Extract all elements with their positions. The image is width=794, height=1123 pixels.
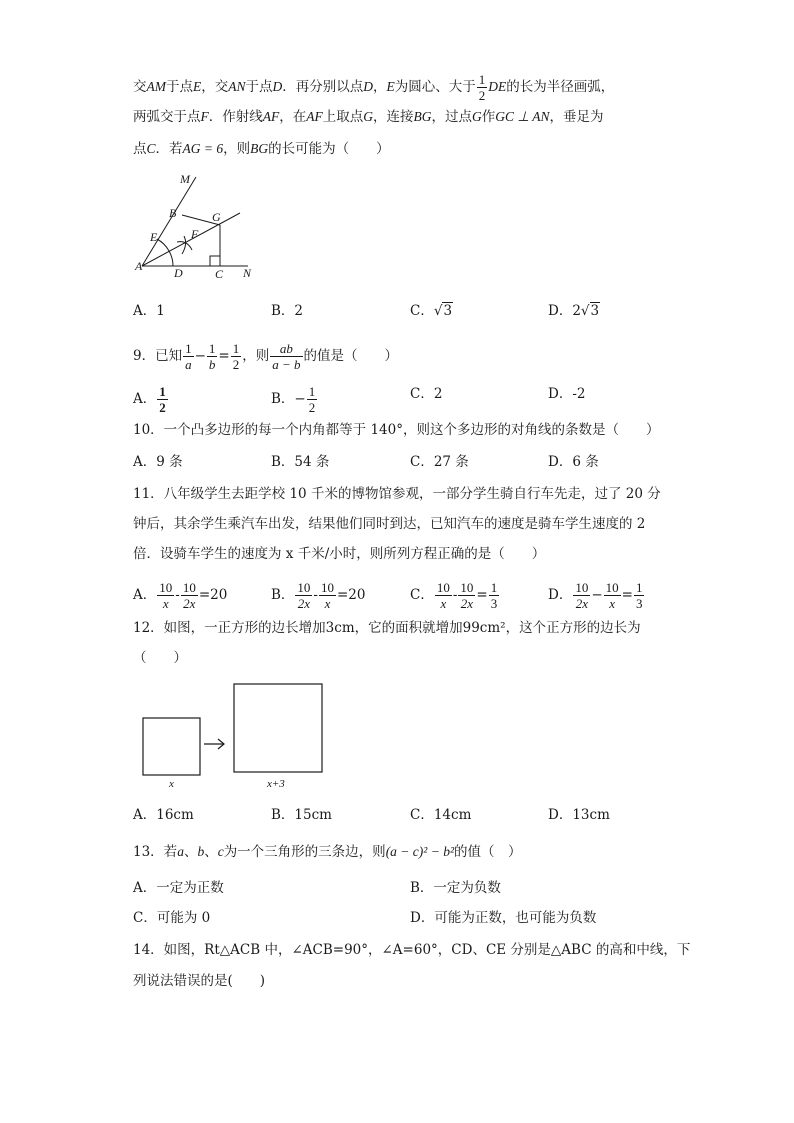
q11-stem-line2: 钟后，其余学生乘汽车出发，结果他们同时到达，已知汽车的速度是骑车学生速度的 2 — [133, 516, 646, 532]
q12-squares-figure — [140, 680, 330, 792]
q10-option-d[interactable]: D．6 条 — [548, 454, 599, 470]
q11-stem-line1: 11．八年级学生去距学校 10 千米的博物馆参观，一部分学生骑自行车先走，过了 20 分 — [133, 486, 661, 502]
label-C: C — [215, 267, 224, 281]
q13-option-a[interactable]: A．一定为正数 — [133, 880, 224, 896]
q13-option-b[interactable]: B．一定为负数 — [410, 880, 501, 896]
q9-option-c[interactable]: C．2 — [410, 386, 443, 402]
q12-option-c[interactable]: C．14cm — [410, 807, 472, 823]
arc-F2 — [182, 236, 186, 254]
q10-stem: 10．一个凸多边形的每一个内角都等于 140°，则这个多边形的对角线的条数是（ ） — [133, 422, 660, 438]
label-E: E — [150, 230, 158, 244]
q10-option-c[interactable]: C．27 条 — [410, 454, 469, 470]
q8-option-a[interactable]: A．1 — [133, 303, 165, 319]
q8-geometry-figure — [130, 170, 265, 282]
q8-stem-line1: 交AM于点E，交AN于点D．再分别以点D，E为圆心、大于 $\frac{1}{2}$ DE的长为半径画弧， — [133, 72, 615, 103]
q14-stem-line2: 列说法错误的是( ) — [133, 973, 266, 989]
q8-stem-line3: 点C．若AG = 6，则BG的长可能为（ ） — [133, 141, 390, 157]
q11-option-c[interactable]: C． $\frac{10}{x}$ - $\frac{10}{2x}$ = $\frac{1}{3}$ — [410, 580, 498, 611]
q11-option-b[interactable]: B． $\frac{10}{2x}$ - $\frac{10}{x}$ =20 — [271, 580, 366, 611]
label-A: A — [135, 259, 143, 273]
large-square-label: x+3 — [267, 778, 285, 790]
ray-AM — [142, 177, 196, 266]
q9-option-a[interactable]: A． $\frac{1}{2}$ — [133, 384, 166, 415]
q11-option-a[interactable]: A． $\frac{10}{x}$ - $\frac{10}{2x}$ =20 — [133, 580, 228, 611]
q8-option-c[interactable]: C．√3 — [410, 303, 453, 319]
label-F: F — [191, 227, 199, 241]
label-N: N — [243, 266, 252, 280]
right-angle-mark — [210, 256, 220, 266]
q14-stem-line1: 14．如图，Rt△ACB 中，∠ACB=90°，∠A=60°，CD、CE 分别是△ABC 的高和中线，下 — [133, 942, 691, 958]
half-fraction: $\frac{1}{2}$ — [478, 72, 486, 103]
q13-stem: 13．若a、b、c为一个三角形的三条边，则(a − c)² − b²的值（ ） — [133, 844, 522, 860]
q10-option-a[interactable]: A．9 条 — [133, 454, 183, 470]
q12-option-a[interactable]: A．16cm — [133, 807, 194, 823]
q8-option-d[interactable]: D．2√3 — [548, 303, 600, 319]
label-G: G — [212, 210, 221, 224]
q12-stem-line2: （ ） — [133, 650, 187, 666]
q9-option-b[interactable]: B．− $\frac{1}{2}$ — [271, 384, 316, 415]
q12-stem-line1: 12．如图，一正方形的边长增加3cm，它的面积就增加99cm²，这个正方形的边长为 — [133, 620, 641, 636]
label-M: M — [180, 172, 190, 186]
label-B: B — [169, 206, 177, 220]
q12-option-d[interactable]: D．13cm — [548, 807, 610, 823]
q13-option-d[interactable]: D．可能为正数，也可能为负数 — [410, 910, 597, 926]
q8-option-b[interactable]: B．2 — [271, 303, 304, 319]
q8-stem-line2: 两弧交于点F．作射线AF，在AF上取点G，连接BG，过点G作GC ⊥ AN，垂足为 — [133, 109, 604, 125]
arc-DE — [157, 239, 173, 266]
q11-option-d[interactable]: D． $\frac{10}{2x}$ − $\frac{10}{x}$ = $\frac{1}{3}$ — [548, 580, 643, 611]
q9-stem: 9．已知 $\frac{1}{a}$ − $\frac{1}{b}$ = $\frac{1}{2}$ ，则 $\frac{ab}{a - b}$ 的值是（ ） — [133, 341, 398, 372]
q11-stem-line3: 倍．设骑车学生的速度为 x 千米/小时，则所列方程正确的是（ ） — [133, 546, 546, 562]
q13-option-c[interactable]: C．可能为 0 — [133, 910, 211, 926]
small-square — [143, 718, 200, 775]
large-square — [234, 684, 322, 772]
q9-option-d[interactable]: D．-2 — [548, 386, 586, 402]
label-D: D — [174, 266, 183, 280]
q10-option-b[interactable]: B．54 条 — [271, 454, 330, 470]
q12-option-b[interactable]: B．15cm — [271, 807, 332, 823]
small-square-label: x — [169, 778, 174, 790]
